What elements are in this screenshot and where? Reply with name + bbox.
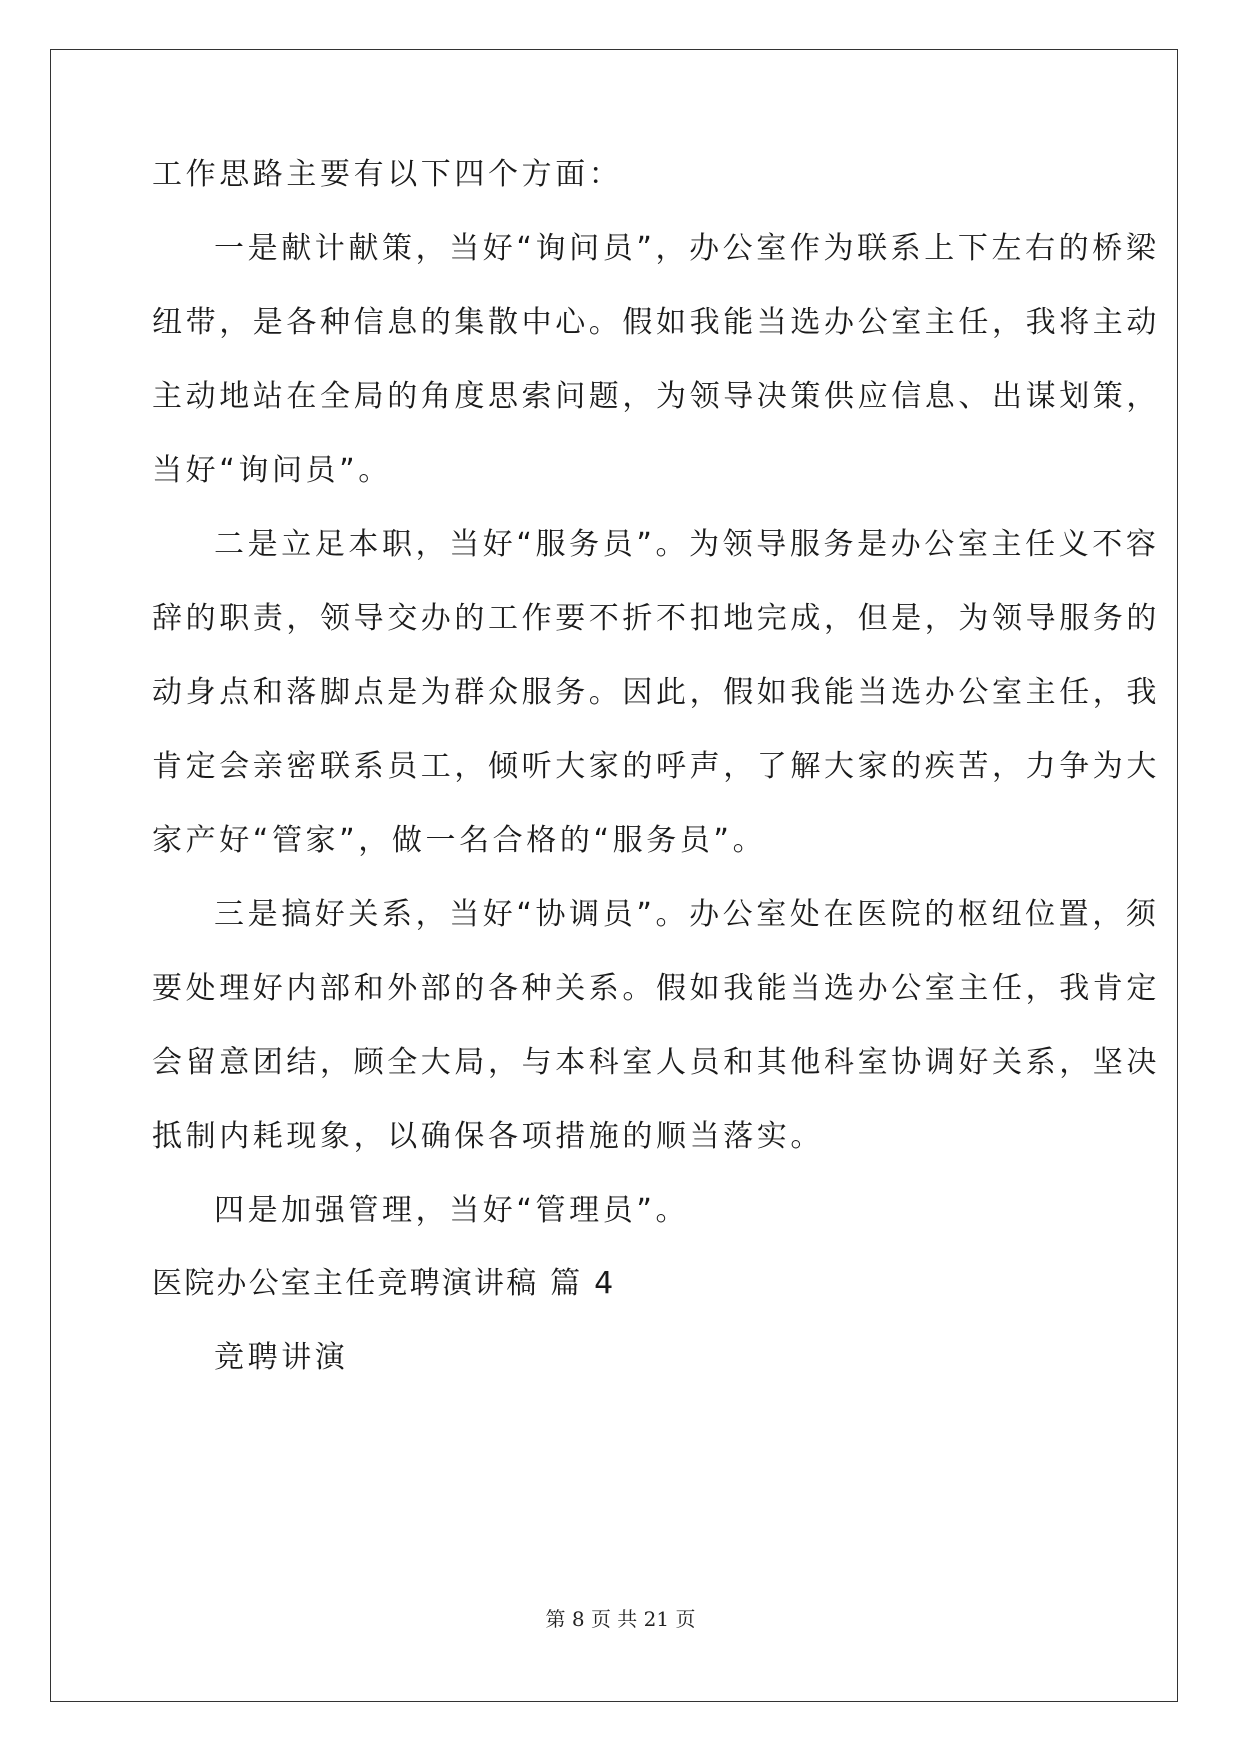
paragraph-line: 四是加强管理，当好“管理员”。 — [214, 1193, 690, 1228]
paragraph-line: 二是立足本职，当好“服务员”。为领导服务是办公室主任义不容 — [214, 527, 1160, 562]
paragraph-line: 纽带，是各种信息的集散中心。假如我能当选办公室主任，我将主动 — [152, 305, 1160, 340]
paragraph-line: 辞的职责，领导交办的工作要不折不扣地完成，但是，为领导服务的 — [152, 601, 1160, 636]
paragraph-line: 竞聘讲演 — [214, 1340, 349, 1375]
paragraph-line: 会留意团结，顾全大局，与本科室人员和其他科室协调好关系，坚决 — [152, 1045, 1160, 1080]
paragraph-line: 三是搞好关系，当好“协调员”。办公室处在医院的枢纽位置，须 — [214, 897, 1160, 932]
paragraph-line: 肯定会亲密联系员工，倾听大家的呼声，了解大家的疾苦，力争为大 — [152, 749, 1160, 784]
paragraph-line: 当好“询问员”。 — [152, 453, 392, 488]
paragraph-line: 抵制内耗现象，以确保各项措施的顺当落实。 — [152, 1119, 824, 1154]
paragraph-line: 主动地站在全局的角度思索问题，为领导决策供应信息、出谋划策， — [152, 379, 1160, 414]
paragraph-line: 一是献计献策，当好“询问员”，办公室作为联系上下左右的桥梁 — [214, 231, 1160, 266]
paragraph-line: 动身点和落脚点是为群众服务。因此，假如我能当选办公室主任，我 — [152, 675, 1160, 710]
page-border — [50, 49, 1178, 1702]
paragraph-line: 要处理好内部和外部的各种关系。假如我能当选办公室主任，我肯定 — [152, 971, 1160, 1006]
paragraph-line: 家产好“管家”，做一名合格的“服务员”。 — [152, 823, 767, 858]
page-number-footer: 第 8 页 共 21 页 — [545, 1607, 696, 1631]
paragraph-line: 工作思路主要有以下四个方面： — [152, 157, 623, 192]
section-heading: 医院办公室主任竞聘演讲稿 篇 4 — [152, 1266, 616, 1301]
